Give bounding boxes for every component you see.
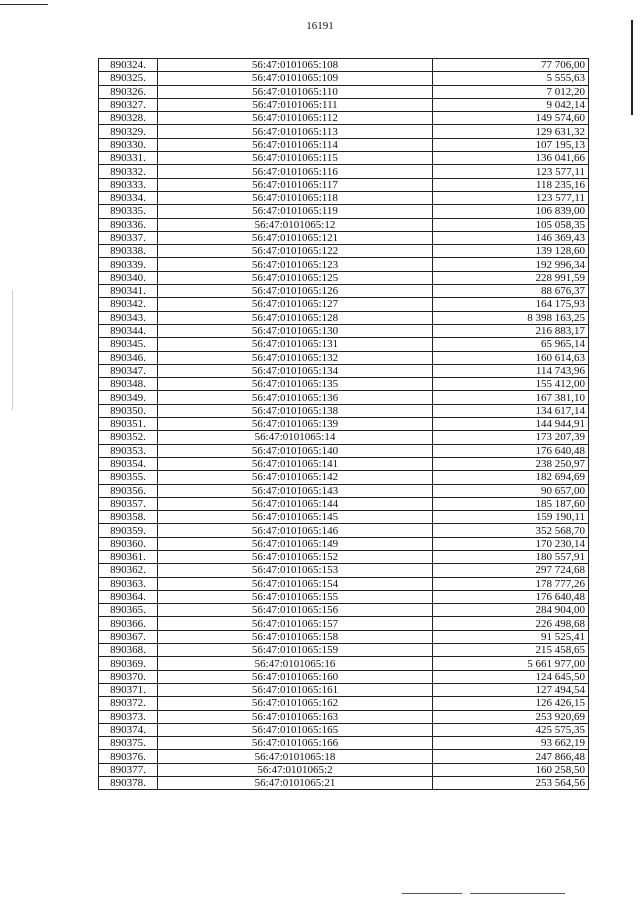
row-number-cell: 890375.: [99, 737, 158, 750]
cadastral-value-cell: 88 676,37: [433, 285, 589, 298]
cadastral-number-cell: 56:47:0101065:161: [158, 683, 433, 696]
cadastral-value-cell: 105 058,35: [433, 218, 589, 231]
table-row: [99, 497, 589, 510]
cadastral-number-cell: 56:47:0101065:159: [158, 644, 433, 657]
cadastral-number-cell: 56:47:0101065:110: [158, 85, 433, 98]
cadastral-value-cell: 127 494,54: [433, 683, 589, 696]
row-number-cell: 890335.: [99, 205, 158, 218]
table-row: [99, 777, 589, 790]
cadastral-number-cell: 56:47:0101065:138: [158, 404, 433, 417]
table-row: [99, 59, 589, 72]
table-row: [99, 710, 589, 723]
table-row: [99, 577, 589, 590]
cadastral-value-cell: 160 258,50: [433, 763, 589, 776]
cadastral-value-cell: 90 657,00: [433, 484, 589, 497]
cadastral-value-cell: 170 230,14: [433, 537, 589, 550]
cadastral-value-cell: 144 944,91: [433, 418, 589, 431]
table-row: [99, 245, 589, 258]
table-row: [99, 444, 589, 457]
cadastral-value-table: [98, 58, 589, 790]
cadastral-value-cell: 238 250,97: [433, 457, 589, 470]
cadastral-number-cell: 56:47:0101065:21: [158, 777, 433, 790]
table-row: [99, 457, 589, 470]
table-row: [99, 324, 589, 337]
table-row: [99, 657, 589, 670]
table-row: [99, 511, 589, 524]
row-number-cell: 890337.: [99, 231, 158, 244]
cadastral-value-cell: 7 012,20: [433, 85, 589, 98]
table-row: [99, 378, 589, 391]
cadastral-number-cell: 56:47:0101065:12: [158, 218, 433, 231]
cadastral-value-cell: 247 866,48: [433, 750, 589, 763]
cadastral-number-cell: 56:47:0101065:115: [158, 152, 433, 165]
cadastral-number-cell: 56:47:0101065:153: [158, 564, 433, 577]
row-number-cell: 890359.: [99, 524, 158, 537]
table-row: [99, 431, 589, 444]
cadastral-value-cell: 118 235,16: [433, 178, 589, 191]
row-number-cell: 890334.: [99, 191, 158, 204]
table-row: [99, 630, 589, 643]
cadastral-value-cell: 93 662,19: [433, 737, 589, 750]
cadastral-number-cell: 56:47:0101065:128: [158, 311, 433, 324]
row-number-cell: 890364.: [99, 590, 158, 603]
table-row: [99, 231, 589, 244]
table-row: [99, 165, 589, 178]
cadastral-value-cell: 139 128,60: [433, 245, 589, 258]
table-row: [99, 271, 589, 284]
table-row: [99, 138, 589, 151]
page-number: 16191: [306, 20, 334, 32]
cadastral-number-cell: 56:47:0101065:155: [158, 590, 433, 603]
table-row: [99, 85, 589, 98]
table-row: [99, 112, 589, 125]
row-number-cell: 890371.: [99, 683, 158, 696]
cadastral-value-cell: 228 991,59: [433, 271, 589, 284]
cadastral-number-cell: 56:47:0101065:135: [158, 378, 433, 391]
cadastral-number-cell: 56:47:0101065:130: [158, 324, 433, 337]
cadastral-value-cell: 129 631,32: [433, 125, 589, 138]
cadastral-number-cell: 56:47:0101065:131: [158, 338, 433, 351]
cadastral-number-cell: 56:47:0101065:119: [158, 205, 433, 218]
table-row: [99, 218, 589, 231]
cadastral-number-cell: 56:47:0101065:146: [158, 524, 433, 537]
row-number-cell: 890365.: [99, 604, 158, 617]
cadastral-number-cell: 56:47:0101065:114: [158, 138, 433, 151]
row-number-cell: 890350.: [99, 404, 158, 417]
cadastral-value-cell: 192 996,34: [433, 258, 589, 271]
cadastral-value-cell: 126 426,15: [433, 697, 589, 710]
table-row: [99, 125, 589, 138]
cadastral-value-cell: 123 577,11: [433, 165, 589, 178]
row-number-cell: 890332.: [99, 165, 158, 178]
cadastral-number-cell: 56:47:0101065:2: [158, 763, 433, 776]
cadastral-number-cell: 56:47:0101065:141: [158, 457, 433, 470]
cadastral-value-cell: 185 187,60: [433, 497, 589, 510]
cadastral-value-cell: 146 369,43: [433, 231, 589, 244]
cadastral-number-cell: 56:47:0101065:126: [158, 285, 433, 298]
row-number-cell: 890357.: [99, 497, 158, 510]
cadastral-number-cell: 56:47:0101065:118: [158, 191, 433, 204]
row-number-cell: 890327.: [99, 98, 158, 111]
table-row: [99, 205, 589, 218]
cadastral-number-cell: 56:47:0101065:109: [158, 72, 433, 85]
cadastral-number-cell: 56:47:0101065:165: [158, 723, 433, 736]
cadastral-value-cell: 149 574,60: [433, 112, 589, 125]
row-number-cell: 890361.: [99, 550, 158, 563]
cadastral-number-cell: 56:47:0101065:113: [158, 125, 433, 138]
row-number-cell: 890367.: [99, 630, 158, 643]
row-number-cell: 890355.: [99, 471, 158, 484]
row-number-cell: 890328.: [99, 112, 158, 125]
table-row: [99, 285, 589, 298]
cadastral-value-cell: 178 777,26: [433, 577, 589, 590]
cadastral-value-cell: 106 839,00: [433, 205, 589, 218]
left-faint-rule: [12, 290, 13, 410]
cadastral-number-cell: 56:47:0101065:166: [158, 737, 433, 750]
table-row: [99, 98, 589, 111]
row-number-cell: 890369.: [99, 657, 158, 670]
table-row: [99, 683, 589, 696]
table-row: [99, 484, 589, 497]
row-number-cell: 890362.: [99, 564, 158, 577]
row-number-cell: 890373.: [99, 710, 158, 723]
cadastral-value-cell: 65 965,14: [433, 338, 589, 351]
row-number-cell: 890329.: [99, 125, 158, 138]
cadastral-value-cell: 176 640,48: [433, 590, 589, 603]
cadastral-value-cell: 182 694,69: [433, 471, 589, 484]
row-number-cell: 890324.: [99, 59, 158, 72]
table-row: [99, 617, 589, 630]
cadastral-value-cell: 164 175,93: [433, 298, 589, 311]
cadastral-number-cell: 56:47:0101065:123: [158, 258, 433, 271]
row-number-cell: 890377.: [99, 763, 158, 776]
cadastral-number-cell: 56:47:0101065:144: [158, 497, 433, 510]
row-number-cell: 890340.: [99, 271, 158, 284]
cadastral-value-cell: 215 458,65: [433, 644, 589, 657]
table-row: [99, 750, 589, 763]
row-number-cell: 890352.: [99, 431, 158, 444]
row-number-cell: 890374.: [99, 723, 158, 736]
row-number-cell: 890376.: [99, 750, 158, 763]
right-edge-rule: [631, 20, 633, 115]
cadastral-value-cell: 159 190,11: [433, 511, 589, 524]
cadastral-number-cell: 56:47:0101065:121: [158, 231, 433, 244]
row-number-cell: 890331.: [99, 152, 158, 165]
cadastral-value-cell: 352 568,70: [433, 524, 589, 537]
row-number-cell: 890333.: [99, 178, 158, 191]
cadastral-number-cell: 56:47:0101065:122: [158, 245, 433, 258]
top-left-rule: [0, 4, 48, 5]
row-number-cell: 890347.: [99, 364, 158, 377]
table-row: [99, 524, 589, 537]
cadastral-value-cell: 5 555,63: [433, 72, 589, 85]
row-number-cell: 890351.: [99, 418, 158, 431]
cadastral-value-cell: 253 920,69: [433, 710, 589, 723]
table-row: [99, 391, 589, 404]
cadastral-number-cell: 56:47:0101065:136: [158, 391, 433, 404]
cadastral-number-cell: 56:47:0101065:163: [158, 710, 433, 723]
table-row: [99, 191, 589, 204]
table-row: [99, 550, 589, 563]
table-row: [99, 471, 589, 484]
table-row: [99, 152, 589, 165]
row-number-cell: 890346.: [99, 351, 158, 364]
row-number-cell: 890326.: [99, 85, 158, 98]
table-row: [99, 178, 589, 191]
row-number-cell: 890343.: [99, 311, 158, 324]
cadastral-value-cell: 77 706,00: [433, 59, 589, 72]
row-number-cell: 890348.: [99, 378, 158, 391]
table-row: [99, 258, 589, 271]
table-row: [99, 72, 589, 85]
cadastral-value-cell: 8 398 163,25: [433, 311, 589, 324]
row-number-cell: 890330.: [99, 138, 158, 151]
row-number-cell: 890356.: [99, 484, 158, 497]
table-row: [99, 404, 589, 417]
cadastral-value-cell: 167 381,10: [433, 391, 589, 404]
cadastral-value-cell: 216 883,17: [433, 324, 589, 337]
cadastral-number-cell: 56:47:0101065:16: [158, 657, 433, 670]
cadastral-value-cell: 284 904,00: [433, 604, 589, 617]
row-number-cell: 890353.: [99, 444, 158, 457]
table-row: [99, 604, 589, 617]
table-row: [99, 590, 589, 603]
row-number-cell: 890344.: [99, 324, 158, 337]
cadastral-number-cell: 56:47:0101065:14: [158, 431, 433, 444]
cadastral-value-cell: 124 645,50: [433, 670, 589, 683]
table-row: [99, 763, 589, 776]
table-row: [99, 338, 589, 351]
row-number-cell: 890378.: [99, 777, 158, 790]
row-number-cell: 890366.: [99, 617, 158, 630]
cadastral-value-cell: 173 207,39: [433, 431, 589, 444]
cadastral-value-cell: 180 557,91: [433, 550, 589, 563]
table-row: [99, 564, 589, 577]
row-number-cell: 890342.: [99, 298, 158, 311]
cadastral-number-cell: 56:47:0101065:18: [158, 750, 433, 763]
cadastral-number-cell: 56:47:0101065:127: [158, 298, 433, 311]
cadastral-value-cell: 91 525,41: [433, 630, 589, 643]
cadastral-number-cell: 56:47:0101065:117: [158, 178, 433, 191]
table-row: [99, 697, 589, 710]
cadastral-number-cell: 56:47:0101065:149: [158, 537, 433, 550]
cadastral-number-cell: 56:47:0101065:143: [158, 484, 433, 497]
row-number-cell: 890363.: [99, 577, 158, 590]
cadastral-value-cell: 107 195,13: [433, 138, 589, 151]
cadastral-number-cell: 56:47:0101065:156: [158, 604, 433, 617]
cadastral-number-cell: 56:47:0101065:157: [158, 617, 433, 630]
table-row: [99, 537, 589, 550]
cadastral-value-cell: 226 498,68: [433, 617, 589, 630]
cadastral-number-cell: 56:47:0101065:142: [158, 471, 433, 484]
table-row: [99, 723, 589, 736]
row-number-cell: 890341.: [99, 285, 158, 298]
cadastral-value-cell: 176 640,48: [433, 444, 589, 457]
cadastral-value-cell: 425 575,35: [433, 723, 589, 736]
cadastral-value-cell: 134 617,14: [433, 404, 589, 417]
cadastral-number-cell: 56:47:0101065:116: [158, 165, 433, 178]
cadastral-value-cell: 253 564,56: [433, 777, 589, 790]
row-number-cell: 890336.: [99, 218, 158, 231]
table-row: [99, 737, 589, 750]
row-number-cell: 890372.: [99, 697, 158, 710]
table-row: [99, 351, 589, 364]
table-row: [99, 644, 589, 657]
bottom-rule: [402, 893, 462, 894]
cadastral-number-cell: 56:47:0101065:152: [158, 550, 433, 563]
row-number-cell: 890370.: [99, 670, 158, 683]
cadastral-number-cell: 56:47:0101065:154: [158, 577, 433, 590]
cadastral-number-cell: 56:47:0101065:139: [158, 418, 433, 431]
cadastral-number-cell: 56:47:0101065:111: [158, 98, 433, 111]
cadastral-number-cell: 56:47:0101065:140: [158, 444, 433, 457]
cadastral-number-cell: 56:47:0101065:112: [158, 112, 433, 125]
cadastral-number-cell: 56:47:0101065:125: [158, 271, 433, 284]
row-number-cell: 890325.: [99, 72, 158, 85]
table-row: [99, 298, 589, 311]
row-number-cell: 890368.: [99, 644, 158, 657]
cadastral-value-cell: 114 743,96: [433, 364, 589, 377]
cadastral-number-cell: 56:47:0101065:158: [158, 630, 433, 643]
row-number-cell: 890360.: [99, 537, 158, 550]
cadastral-value-cell: 5 661 977,00: [433, 657, 589, 670]
cadastral-number-cell: 56:47:0101065:160: [158, 670, 433, 683]
cadastral-number-cell: 56:47:0101065:108: [158, 59, 433, 72]
row-number-cell: 890349.: [99, 391, 158, 404]
row-number-cell: 890338.: [99, 245, 158, 258]
cadastral-number-cell: 56:47:0101065:134: [158, 364, 433, 377]
cadastral-value-cell: 136 041,66: [433, 152, 589, 165]
row-number-cell: 890358.: [99, 511, 158, 524]
row-number-cell: 890345.: [99, 338, 158, 351]
cadastral-number-cell: 56:47:0101065:145: [158, 511, 433, 524]
cadastral-number-cell: 56:47:0101065:132: [158, 351, 433, 364]
bottom-rule: [470, 893, 565, 894]
cadastral-number-cell: 56:47:0101065:162: [158, 697, 433, 710]
cadastral-value-cell: 160 614,63: [433, 351, 589, 364]
cadastral-value-cell: 297 724,68: [433, 564, 589, 577]
table-row: [99, 364, 589, 377]
cadastral-value-cell: 9 042,14: [433, 98, 589, 111]
table-row: [99, 418, 589, 431]
table-row: [99, 311, 589, 324]
row-number-cell: 890339.: [99, 258, 158, 271]
table-row: [99, 670, 589, 683]
row-number-cell: 890354.: [99, 457, 158, 470]
cadastral-value-cell: 123 577,11: [433, 191, 589, 204]
cadastral-value-cell: 155 412,00: [433, 378, 589, 391]
table-body: [99, 59, 589, 790]
